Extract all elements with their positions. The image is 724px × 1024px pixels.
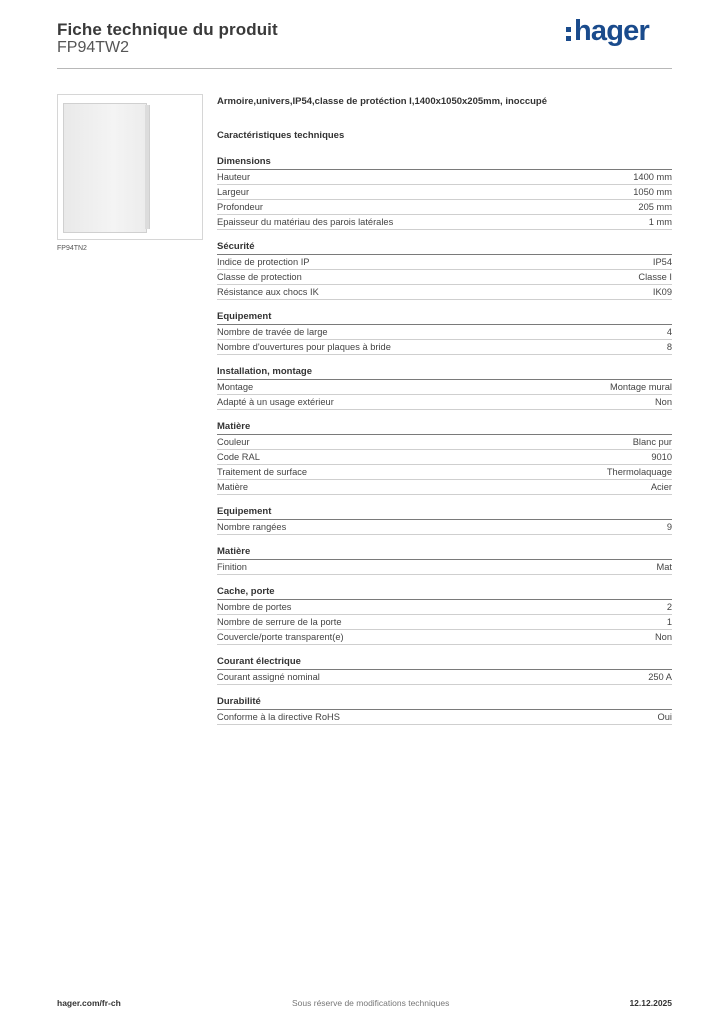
spec-row [217,285,672,300]
spec-row [217,465,672,480]
specifications [217,96,672,735]
spec-value: 8 [666,342,672,352]
spec-value: IK09 [652,287,672,297]
characteristics-title: Caractéristiques techniques [217,130,345,141]
spec-value: 1050 mm [633,187,672,197]
product-reference: FP94TW2 [57,39,130,56]
spec-label: Nombre de travée de large [217,327,328,337]
spec-row [217,520,672,535]
spec-section [217,155,672,230]
spec-section [217,545,672,575]
spec-row [217,615,672,630]
section-title: Installation, montage [217,365,672,380]
spec-value: 4 [666,327,672,337]
spec-section [217,365,672,410]
footer-notice: Sous réserve de modifications techniques [292,998,450,1008]
section-title: Cache, porte [217,585,672,600]
spec-row [217,270,672,285]
hager-logo [566,14,649,48]
spec-row [217,710,672,725]
spec-value: 1 [666,617,672,627]
cabinet-front [63,103,147,233]
spec-label: Montage [217,382,254,392]
spec-label: Code RAL [217,452,260,462]
spec-label: Profondeur [217,202,263,212]
spec-label: Largeur [217,187,250,197]
spec-label: Couleur [217,437,250,447]
spec-label: Résistance aux chocs IK [217,287,319,297]
spec-label: Nombre de portes [217,602,292,612]
spec-label: Indice de protection IP [217,257,310,267]
spec-label: Courant assigné nominal [217,672,320,682]
spec-value: 9 [666,522,672,532]
document-title: Fiche technique du produit [57,20,278,39]
logo-text: hager [574,14,649,47]
spec-value: IP54 [652,257,672,267]
spec-value: Blanc pur [632,437,672,447]
spec-row [217,255,672,270]
section-title: Courant électrique [217,655,672,670]
section-title: Durabilité [217,695,672,710]
spec-row [217,395,672,410]
spec-section [217,585,672,645]
spec-value: 205 mm [638,202,672,212]
product-description: Armoire,univers,IP54,classe de protéction I,1400x1050x205mm, inoccupé [217,96,548,107]
spec-row [217,170,672,185]
spec-section [217,505,672,535]
spec-value: Oui [657,712,672,722]
spec-label: Couvercle/porte transparent(e) [217,632,344,642]
spec-section [217,655,672,685]
spec-sections [217,155,672,725]
header-divider [57,68,672,69]
spec-row [217,560,672,575]
spec-value: Thermolaquage [606,467,672,477]
spec-label: Classe de protection [217,272,302,282]
spec-row [217,480,672,495]
product-image [57,94,203,240]
spec-value: Non [654,632,672,642]
spec-section [217,310,672,355]
spec-value: Montage mural [609,382,672,392]
spec-row [217,380,672,395]
spec-row [217,450,672,465]
product-image-caption: FP94TN2 [57,245,87,252]
spec-value: 1400 mm [633,172,672,182]
cabinet-side [145,105,150,229]
section-title: Dimensions [217,155,672,170]
spec-section [217,695,672,725]
spec-label: Matière [217,482,249,492]
spec-value: Classe I [638,272,672,282]
spec-row [217,185,672,200]
spec-row [217,630,672,645]
spec-row [217,215,672,230]
spec-section [217,420,672,495]
spec-label: Nombre d'ouvertures pour plaques à bride [217,342,391,352]
spec-value: 2 [666,602,672,612]
spec-label: Traitement de surface [217,467,308,477]
spec-value: Mat [656,562,672,572]
spec-section [217,240,672,300]
spec-row [217,670,672,685]
section-title: Equipement [217,505,672,520]
spec-row [217,435,672,450]
spec-label: Conforme à la directive RoHS [217,712,340,722]
spec-value: 1 mm [648,217,672,227]
spec-value: 9010 [651,452,672,462]
footer-date: 12.12.2025 [629,998,672,1008]
spec-row [217,600,672,615]
spec-label: Nombre rangées [217,522,287,532]
logo-dots-icon [566,27,571,41]
spec-row [217,200,672,215]
footer-website[interactable]: hager.com/fr-ch [57,998,121,1008]
spec-label: Finition [217,562,247,572]
spec-value: Acier [650,482,672,492]
spec-value: Non [654,397,672,407]
section-title: Sécurité [217,240,672,255]
section-title: Matière [217,545,672,560]
spec-label: Nombre de serrure de la porte [217,617,342,627]
spec-label: Adapté à un usage extérieur [217,397,334,407]
section-title: Equipement [217,310,672,325]
section-title: Matière [217,420,672,435]
spec-value: 250 A [648,672,672,682]
spec-label: Hauteur [217,172,251,182]
spec-row [217,340,672,355]
spec-row [217,325,672,340]
spec-label: Epaisseur du matériau des parois latérales [217,217,394,227]
